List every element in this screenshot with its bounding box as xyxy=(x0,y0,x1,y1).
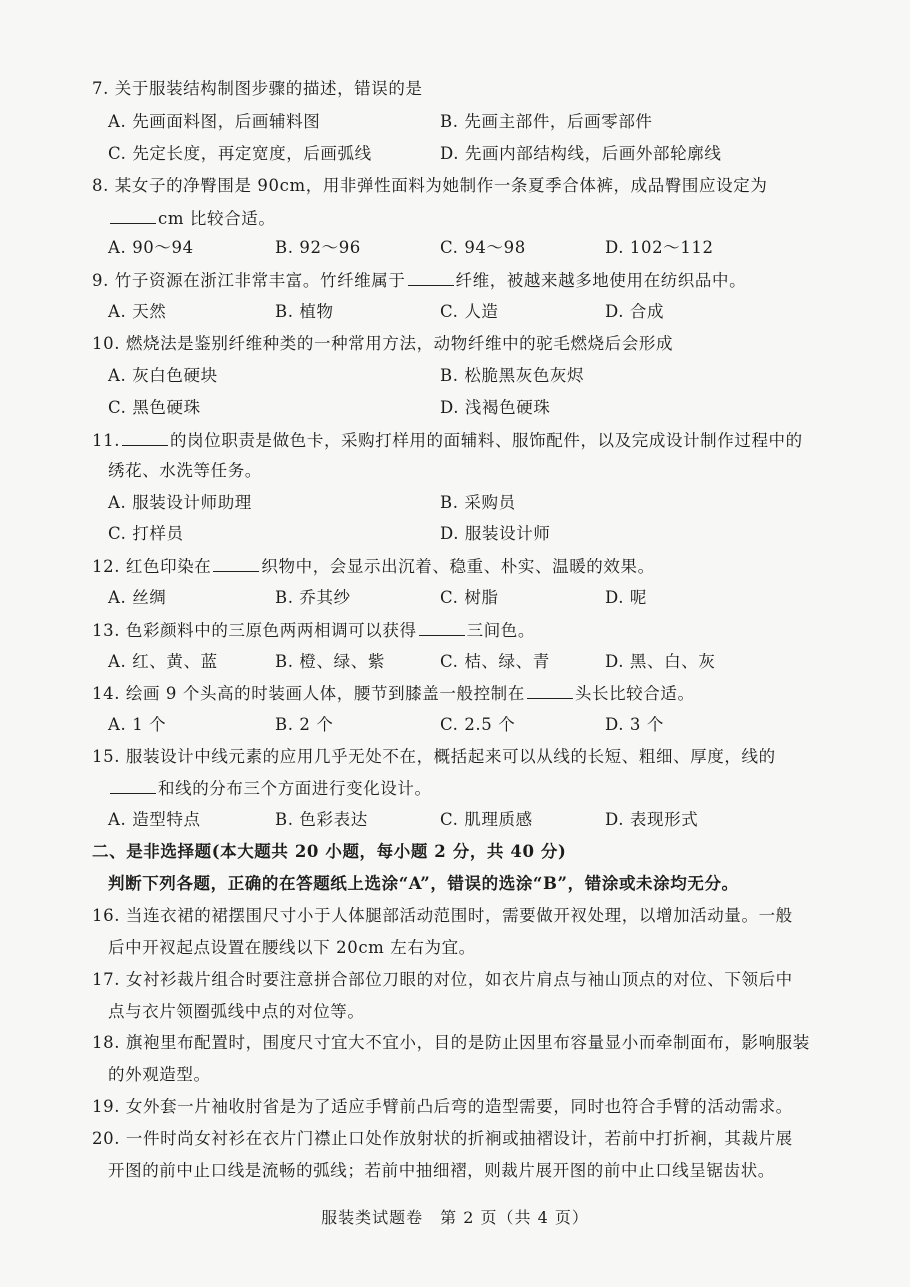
question-15-stem-line2: 和线的分布三个方面进行变化设计。 xyxy=(108,777,432,800)
question-14-stem: 14. 绘画 9 个头高的时装画人体，腰节到膝盖一般控制在 头长比较合适。 xyxy=(92,684,695,703)
question-7-stem: 7. 关于服装结构制图步骤的描述，错误的是 xyxy=(92,79,423,98)
question-11-option-a: A. 服装设计师助理 xyxy=(108,493,252,512)
question-17-line1: 17. 女衬衫裁片组合时要注意拼合部位刀眼的对位，如衣片肩点与袖山顶点的对位、下领后中 xyxy=(92,970,793,989)
question-11-stem: 11. 的岗位职责是做色卡，采购打样用的面辅料、服饰配件，以及完成设计制作过程中的 xyxy=(92,431,803,450)
question-7-option-b: B. 先画主部件，后画零部件 xyxy=(440,112,653,131)
question-12-option-c: C. 树脂 xyxy=(440,588,499,607)
answer-blank xyxy=(122,429,168,446)
question-8-option-a: A. 90～94 xyxy=(108,238,194,257)
question-9-option-c: C. 人造 xyxy=(440,302,499,321)
question-15-option-d: D. 表现形式 xyxy=(605,810,699,829)
question-11-option-c: C. 打样员 xyxy=(108,524,184,543)
question-11-option-d: D. 服装设计师 xyxy=(440,524,551,543)
section-2-instruction: 判断下列各题，正确的在答题纸上选涂“A”，错误的选涂“B”，错涂或未涂均无分。 xyxy=(108,874,739,893)
question-12-stem: 12. 红色印染在 织物中，会显示出沉着、稳重、朴实、温暖的效果。 xyxy=(92,557,655,576)
question-15-option-b: B. 色彩表达 xyxy=(275,810,368,829)
question-9-option-d: D. 合成 xyxy=(605,302,665,321)
question-15-stem: 15. 服装设计中线元素的应用几乎无处不在，概括起来可以从线的长短、粗细、厚度，线的 xyxy=(92,747,776,766)
question-15-option-c: C. 肌理质感 xyxy=(440,810,533,829)
answer-blank xyxy=(213,555,259,572)
question-14-option-d: D. 3 个 xyxy=(605,715,664,734)
question-7-option-c: C. 先定长度，再定宽度，后画弧线 xyxy=(108,144,372,163)
question-13-option-a: A. 红、黄、蓝 xyxy=(108,652,218,671)
question-18-line1: 18. 旗袍里布配置时，围度尺寸宜大不宜小，目的是防止因里布容量显小而牵制面布，影响服装 xyxy=(92,1033,810,1052)
question-18-line2: 的外观造型。 xyxy=(108,1065,211,1084)
question-17-line2: 点与衣片领圈弧线中点的对位等。 xyxy=(108,1002,365,1021)
question-20-line1: 20. 一件时尚女衬衫在衣片门襟止口处作放射状的折裥或抽褶设计，若前中打折裥，其裁片展 xyxy=(92,1129,793,1148)
question-13-option-b: B. 橙、绿、紫 xyxy=(275,652,385,671)
question-10-option-d: D. 浅褐色硬珠 xyxy=(440,398,551,417)
question-7-option-d: D. 先画内部结构线，后画外部轮廓线 xyxy=(440,144,722,163)
question-16-line2: 后中开衩起点设置在腰线以下 20cm 左右为宜。 xyxy=(108,938,476,957)
question-10-option-b: B. 松脆黑灰色灰烬 xyxy=(440,366,585,385)
question-8-option-b: B. 92～96 xyxy=(275,238,361,257)
question-12-option-d: D. 呢 xyxy=(605,588,648,607)
question-8-option-c: C. 94～98 xyxy=(440,238,526,257)
section-2-title: 二、是非选择题(本大题共 20 小题，每小题 2 分，共 40 分) xyxy=(92,842,567,861)
question-13-option-c: C. 桔、绿、青 xyxy=(440,652,550,671)
question-9-stem: 9. 竹子资源在浙江非常丰富。竹纤维属于 纤维，被越来越多地使用在纺织品中。 xyxy=(92,271,747,290)
question-16-line1: 16. 当连衣裙的裙摆围尺寸小于人体腿部活动范围时，需要做开衩处理，以增加活动量。一般 xyxy=(92,906,793,925)
question-13-stem: 13. 色彩颜料中的三原色两两相调可以获得 三间色。 xyxy=(92,621,535,640)
question-19-line1: 19. 女外套一片袖收肘省是为了适应手臂前凸后弯的造型需要，同时也符合手臂的活动需求。 xyxy=(92,1097,793,1116)
question-10-option-a: A. 灰白色硬块 xyxy=(108,366,218,385)
question-14-option-a: A. 1 个 xyxy=(108,715,167,734)
question-20-line2: 开图的前中止口线是流畅的弧线；若前中抽细褶，则裁片展开图的前中止口线呈锯齿状。 xyxy=(108,1161,775,1180)
answer-blank xyxy=(419,619,465,636)
question-11-stem-line2: 绣花、水洗等任务。 xyxy=(108,461,262,480)
question-14-option-b: B. 2 个 xyxy=(275,715,334,734)
question-9-option-a: A. 天然 xyxy=(108,302,167,321)
question-15-option-a: A. 造型特点 xyxy=(108,810,201,829)
question-9-option-b: B. 植物 xyxy=(275,302,334,321)
question-7-option-a: A. 先画面料图，后画辅料图 xyxy=(108,112,321,131)
question-10-option-c: C. 黑色硬珠 xyxy=(108,398,201,417)
question-8-stem: 8. 某女子的净臀围是 90cm，用非弹性面料为她制作一条夏季合体裤，成品臀围应设定为 xyxy=(92,176,768,195)
question-13-option-d: D. 黑、白、灰 xyxy=(605,652,716,671)
question-12-option-b: B. 乔其纱 xyxy=(275,588,351,607)
answer-blank xyxy=(110,207,156,224)
answer-blank xyxy=(110,777,156,794)
question-10-stem: 10. 燃烧法是鉴别纤维种类的一种常用方法，动物纤维中的驼毛燃烧后会形成 xyxy=(92,334,674,353)
question-11-option-b: B. 采购员 xyxy=(440,493,516,512)
question-12-option-a: A. 丝绸 xyxy=(108,588,167,607)
question-8-option-d: D. 102～112 xyxy=(605,238,714,257)
page-footer: 服装类试题卷 第 2 页（共 4 页） xyxy=(321,1208,589,1227)
answer-blank xyxy=(408,269,454,286)
answer-blank xyxy=(527,682,573,699)
question-14-option-c: C. 2.5 个 xyxy=(440,715,516,734)
question-8-stem-line2: cm 比较合适。 xyxy=(108,207,275,230)
